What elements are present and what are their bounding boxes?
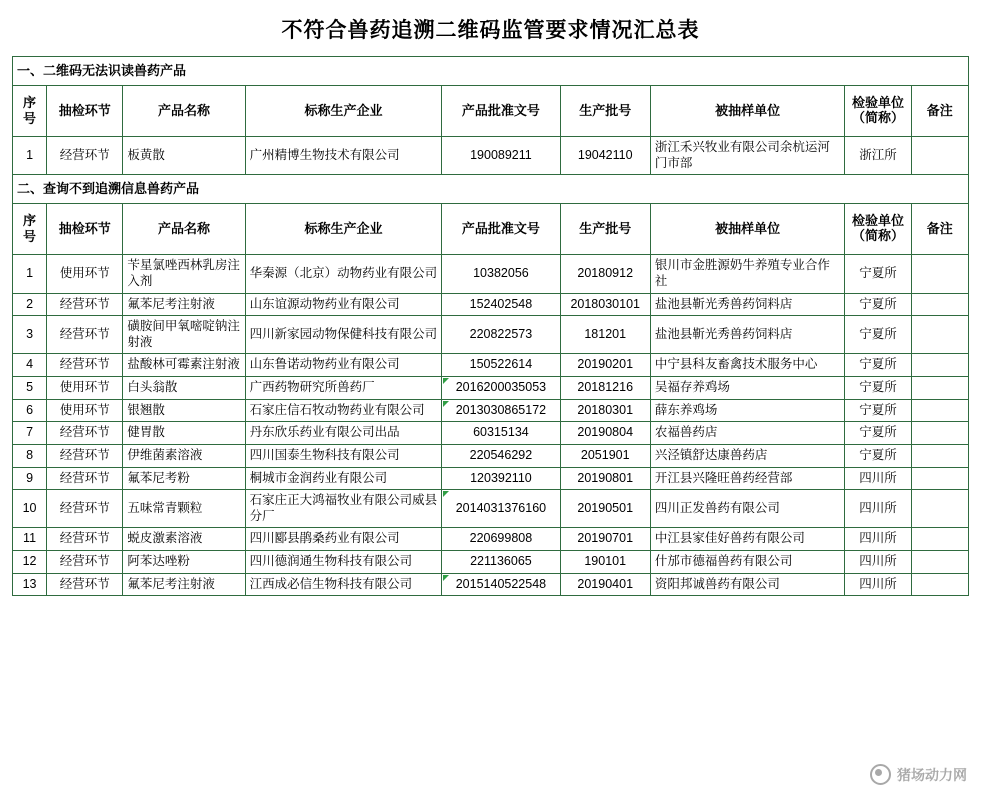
table-header-2: [13, 204, 969, 255]
cell-no: 5: [13, 377, 47, 400]
cell-link: 经营环节: [47, 422, 123, 445]
cell-no: 13: [13, 573, 47, 596]
col-header-remark: 备注: [911, 86, 968, 137]
cell-batch: 20190401: [560, 573, 650, 596]
section-heading-1-label: 一、二维码无法识读兽药产品: [13, 57, 969, 86]
cell-link: 使用环节: [47, 255, 123, 293]
cell-approval: 190089211: [442, 137, 560, 175]
table-row: [13, 137, 969, 175]
col-header-approval: 产品批准文号: [442, 204, 560, 255]
cell-sampled-unit: 盐池县靳光秀兽药饲料店: [650, 316, 845, 354]
cell-approval: 220699808: [442, 528, 560, 551]
cell-product: 板黄散: [123, 137, 245, 175]
cell-no: 7: [13, 422, 47, 445]
cell-batch: 19042110: [560, 137, 650, 175]
cell-product: 氟苯尼考注射液: [123, 293, 245, 316]
cell-no: 9: [13, 467, 47, 490]
cell-remark: [911, 293, 968, 316]
cell-inspector: 四川所: [845, 490, 911, 528]
cell-batch: 20180912: [560, 255, 650, 293]
page-title: 不符合兽药追溯二维码监管要求情况汇总表: [281, 19, 700, 42]
cell-remark: [911, 316, 968, 354]
section-heading-2-label: 二、查询不到追溯信息兽药产品: [13, 175, 969, 204]
table-row: [13, 573, 969, 596]
cell-no: 6: [13, 399, 47, 422]
cell-maker: 四川新家园动物保健科技有限公司: [245, 316, 442, 354]
cell-approval: 2014031376160: [442, 490, 560, 528]
cell-product: 五味常青颗粒: [123, 490, 245, 528]
table-header-1: [13, 86, 969, 137]
cell-maker: 石家庄信石牧动物药业有限公司: [245, 399, 442, 422]
cell-inspector: 宁夏所: [845, 422, 911, 445]
cell-sampled-unit: 中宁县科友畜禽技术服务中心: [650, 354, 845, 377]
cell-maker: 广州精博生物技术有限公司: [245, 137, 442, 175]
col-header-no: 序号: [13, 86, 47, 137]
cell-inspector: 四川所: [845, 573, 911, 596]
cell-remark: [911, 573, 968, 596]
cell-product: 健胃散: [123, 422, 245, 445]
cell-sampled-unit: 吴福存养鸡场: [650, 377, 845, 400]
cell-approval: 150522614: [442, 354, 560, 377]
cell-remark: [911, 399, 968, 422]
cell-inspector: 宁夏所: [845, 293, 911, 316]
cell-product: 氟苯尼考粉: [123, 467, 245, 490]
cell-no: 1: [13, 137, 47, 175]
watermark: [870, 764, 967, 785]
col-header-product: 产品名称: [123, 204, 245, 255]
cell-sampled-unit: 什邡市德福兽药有限公司: [650, 551, 845, 574]
cell-product: 磺胺间甲氧嘧啶钠注射液: [123, 316, 245, 354]
cell-inspector: 四川所: [845, 528, 911, 551]
cell-maker: 广西药物研究所兽药厂: [245, 377, 442, 400]
table-row: [13, 377, 969, 400]
col-header-approval: 产品批准文号: [442, 86, 560, 137]
cell-batch: 2018030101: [560, 293, 650, 316]
cell-remark: [911, 255, 968, 293]
cell-approval: 2016200035053: [442, 377, 560, 400]
col-header-sampled-unit: 被抽样单位: [650, 204, 845, 255]
cell-maker: 四川郾县鹃桑药业有限公司: [245, 528, 442, 551]
cell-maker: 山东鲁诺动物药业有限公司: [245, 354, 442, 377]
col-header-maker: 标称生产企业: [245, 204, 442, 255]
cell-link: 经营环节: [47, 490, 123, 528]
cell-remark: [911, 377, 968, 400]
cell-maker: 江西成必信生物科技有限公司: [245, 573, 442, 596]
cell-link: 经营环节: [47, 573, 123, 596]
cell-product: 蜕皮激素溶液: [123, 528, 245, 551]
cell-product: 盐酸林可霉素注射液: [123, 354, 245, 377]
cell-batch: 181201: [560, 316, 650, 354]
cell-sampled-unit: 兴泾镇舒达康兽药店: [650, 444, 845, 467]
col-header-batch: 生产批号: [560, 204, 650, 255]
cell-batch: 20181216: [560, 377, 650, 400]
cell-sampled-unit: 中江县家佳好兽药有限公司: [650, 528, 845, 551]
cell-link: 经营环节: [47, 551, 123, 574]
col-header-product: 产品名称: [123, 86, 245, 137]
cell-product: 银翘散: [123, 399, 245, 422]
cell-link: 经营环节: [47, 467, 123, 490]
col-header-maker: 标称生产企业: [245, 86, 442, 137]
cell-no: 10: [13, 490, 47, 528]
cell-link: 使用环节: [47, 399, 123, 422]
cell-product: 阿苯达唑粉: [123, 551, 245, 574]
cell-inspector: 宁夏所: [845, 316, 911, 354]
cell-approval: 152402548: [442, 293, 560, 316]
cell-inspector: 四川所: [845, 467, 911, 490]
table-row: [13, 399, 969, 422]
cell-batch: 20190701: [560, 528, 650, 551]
col-header-sampled-unit: 被抽样单位: [650, 86, 845, 137]
section-heading-1: [13, 57, 969, 86]
cell-remark: [911, 422, 968, 445]
cell-no: 1: [13, 255, 47, 293]
cell-link: 经营环节: [47, 137, 123, 175]
cell-product: 伊维菌素溶液: [123, 444, 245, 467]
watermark-label: 猪场动力网: [897, 766, 967, 783]
table-row: [13, 444, 969, 467]
table-row: [13, 490, 969, 528]
cell-maker: 石家庄正大鸿福牧业有限公司威县分厂: [245, 490, 442, 528]
cell-link: 经营环节: [47, 293, 123, 316]
cell-remark: [911, 490, 968, 528]
col-header-link: 抽检环节: [47, 86, 123, 137]
cell-remark: [911, 444, 968, 467]
cell-maker: 四川德润通生物科技有限公司: [245, 551, 442, 574]
cell-no: 12: [13, 551, 47, 574]
cell-inspector: 宁夏所: [845, 377, 911, 400]
table-row: [13, 528, 969, 551]
cell-batch: 20190201: [560, 354, 650, 377]
cell-approval: 220822573: [442, 316, 560, 354]
cell-sampled-unit: 盐池县靳光秀兽药饲料店: [650, 293, 845, 316]
cell-maker: 四川国泰生物科技有限公司: [245, 444, 442, 467]
cell-no: 11: [13, 528, 47, 551]
cell-link: 经营环节: [47, 444, 123, 467]
cell-link: 经营环节: [47, 354, 123, 377]
cell-sampled-unit: 农福兽药店: [650, 422, 845, 445]
cell-sampled-unit: 浙江禾兴牧业有限公司余杭运河门市部: [650, 137, 845, 175]
cell-inspector: 宁夏所: [845, 354, 911, 377]
cell-product: 氟苯尼考注射液: [123, 573, 245, 596]
cell-sampled-unit: 四川正发兽药有限公司: [650, 490, 845, 528]
cell-batch: 20180301: [560, 399, 650, 422]
cell-approval: 60315134: [442, 422, 560, 445]
cell-inspector: 四川所: [845, 551, 911, 574]
circle-dot-icon: [870, 764, 891, 785]
cell-inspector: 宁夏所: [845, 255, 911, 293]
table-row: [13, 467, 969, 490]
cell-product: 苄星氯唑西林乳房注入剂: [123, 255, 245, 293]
cell-sampled-unit: 资阳邦诚兽药有限公司: [650, 573, 845, 596]
cell-link: 经营环节: [47, 316, 123, 354]
cell-link: 使用环节: [47, 377, 123, 400]
cell-remark: [911, 137, 968, 175]
cell-remark: [911, 528, 968, 551]
cell-sampled-unit: 薛东养鸡场: [650, 399, 845, 422]
table-row: [13, 293, 969, 316]
table-row: [13, 354, 969, 377]
col-header-inspector: 检验单位（简称）: [845, 204, 911, 255]
cell-approval: 10382056: [442, 255, 560, 293]
table-row: [13, 316, 969, 354]
cell-batch: 2051901: [560, 444, 650, 467]
col-header-inspector: 检验单位（简称）: [845, 86, 911, 137]
cell-batch: 20190804: [560, 422, 650, 445]
cell-batch: 20190501: [560, 490, 650, 528]
cell-sampled-unit: 开江县兴隆旺兽药经营部: [650, 467, 845, 490]
cell-no: 4: [13, 354, 47, 377]
cell-batch: 20190801: [560, 467, 650, 490]
col-header-link: 抽检环节: [47, 204, 123, 255]
cell-approval: 221136065: [442, 551, 560, 574]
cell-inspector: 宁夏所: [845, 444, 911, 467]
cell-inspector: 宁夏所: [845, 399, 911, 422]
cell-maker: 桐城市金润药业有限公司: [245, 467, 442, 490]
col-header-remark: 备注: [911, 204, 968, 255]
cell-maker: 山东谊源动物药业有限公司: [245, 293, 442, 316]
col-header-no: 序号: [13, 204, 47, 255]
cell-link: 经营环节: [47, 528, 123, 551]
cell-remark: [911, 467, 968, 490]
cell-no: 3: [13, 316, 47, 354]
table-row: [13, 422, 969, 445]
section-heading-2: [13, 175, 969, 204]
cell-maker: 丹东欣乐药业有限公司出品: [245, 422, 442, 445]
cell-product: 白头翁散: [123, 377, 245, 400]
table-row: [13, 255, 969, 293]
cell-inspector: 浙江所: [845, 137, 911, 175]
cell-approval: 2015140522548: [442, 573, 560, 596]
col-header-batch: 生产批号: [560, 86, 650, 137]
table-row: [13, 551, 969, 574]
cell-remark: [911, 551, 968, 574]
cell-batch: 190101: [560, 551, 650, 574]
cell-no: 8: [13, 444, 47, 467]
cell-approval: 220546292: [442, 444, 560, 467]
cell-remark: [911, 354, 968, 377]
cell-approval: 120392110: [442, 467, 560, 490]
cell-approval: 2013030865172: [442, 399, 560, 422]
cell-no: 2: [13, 293, 47, 316]
cell-maker: 华秦源（北京）动物药业有限公司: [245, 255, 442, 293]
summary-table: [12, 56, 969, 596]
cell-sampled-unit: 银川市金胜源奶牛养殖专业合作社: [650, 255, 845, 293]
